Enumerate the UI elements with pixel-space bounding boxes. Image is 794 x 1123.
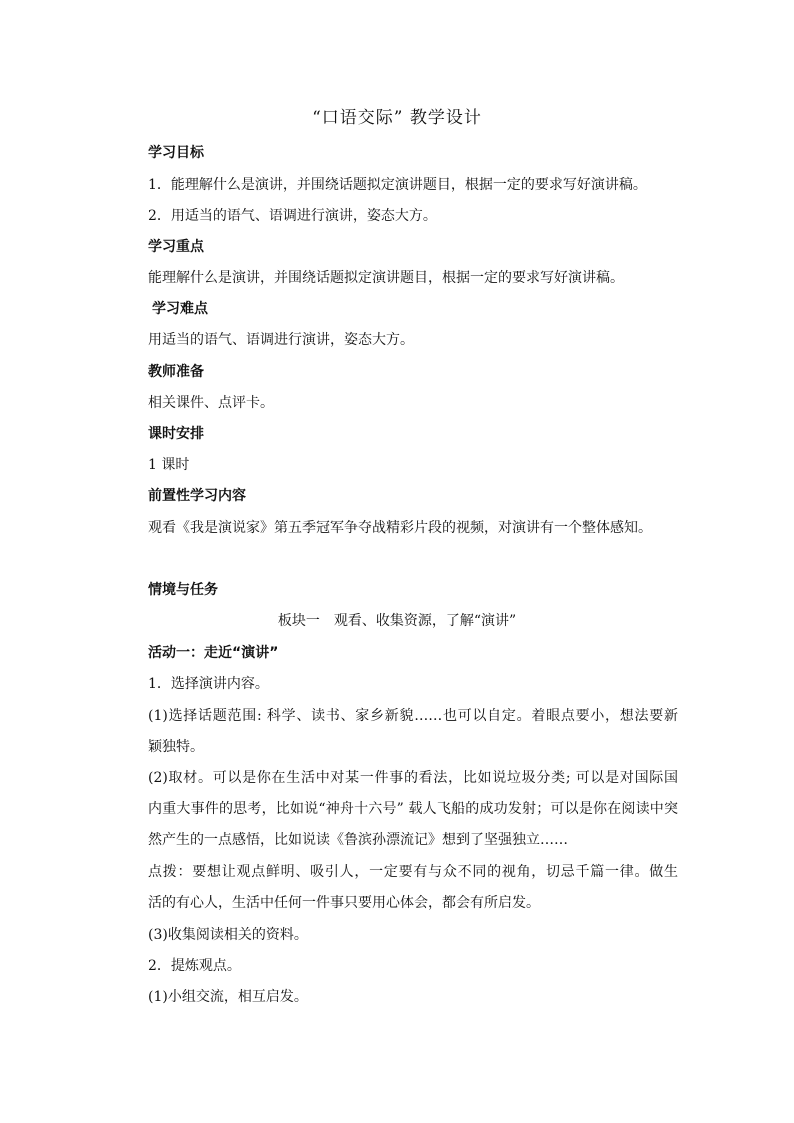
key-text: 能理解什么是演讲，并围绕话题拟定演讲题目，根据一定的要求写好演讲稿。 [148,270,624,286]
step-1: 1．选择演讲内容。 [148,676,269,692]
item-1-line-2: 颖独特。 [148,739,204,755]
goals-heading: 学习目标 [148,145,204,161]
item-3: (3)收集阅读相关的资料。 [148,927,308,943]
goal-item-1: 1．能理解什么是演讲，并围绕话题拟定演讲题目，根据一定的要求写好演讲稿。 [148,177,647,193]
item-2-line-2: 内重大事件的思考，比如说“神舟十六号” 载人飞船的成功发射；可以是你在阅读中突 [148,801,678,817]
tip-line-1: 点拨：要想让观点鲜明、吸引人，一定要有与众不同的视角，切忌千篇一律。做生 [148,864,678,880]
goal-item-2: 2．用适当的语气、语调进行演讲，姿态大方。 [148,208,437,224]
context-heading: 情境与任务 [148,582,218,598]
item-1-line-1: (1)选择话题范围: 科学、读书、家乡新貌……也可以自定。着眼点要小，想法要新 [148,708,678,724]
document-title: “口语交际” 教学设计 [312,108,482,128]
difficulty-text: 用适当的语气、语调进行演讲，姿态大方。 [148,332,414,348]
activity-title: 活动一：走近“演讲” [148,645,279,661]
preview-text: 观看《我是演说家》第五季冠军争夺战精彩片段的视频，对演讲有一个整体感知。 [148,520,652,536]
key-heading: 学习重点 [148,239,204,255]
item-2-line-1: (2)取材。可以是你在生活中对某一件事的看法，比如说垃圾分类; 可以是对国际国 [148,770,678,786]
prep-text: 相关课件、点评卡。 [148,395,274,411]
tip-line-2: 活的有心人，生活中任何一件事只要用心体会，都会有所启发。 [148,895,540,911]
schedule-text: 1 课时 [148,457,190,473]
block-title: 板块一 观看、收集资源，了解“演讲” [277,613,517,629]
schedule-heading: 课时安排 [148,426,204,442]
step-2: 2．提炼观点。 [148,958,241,974]
prep-heading: 教师准备 [148,364,204,380]
preview-heading: 前置性学习内容 [148,488,246,504]
difficulty-heading: 学习难点 [152,301,208,317]
item-2-line-3: 然产生的一点感悟，比如说读《鲁滨孙漂流记》想到了坚强独立…… [148,832,568,848]
step-2-item-1: (1)小组交流，相互启发。 [148,989,308,1005]
